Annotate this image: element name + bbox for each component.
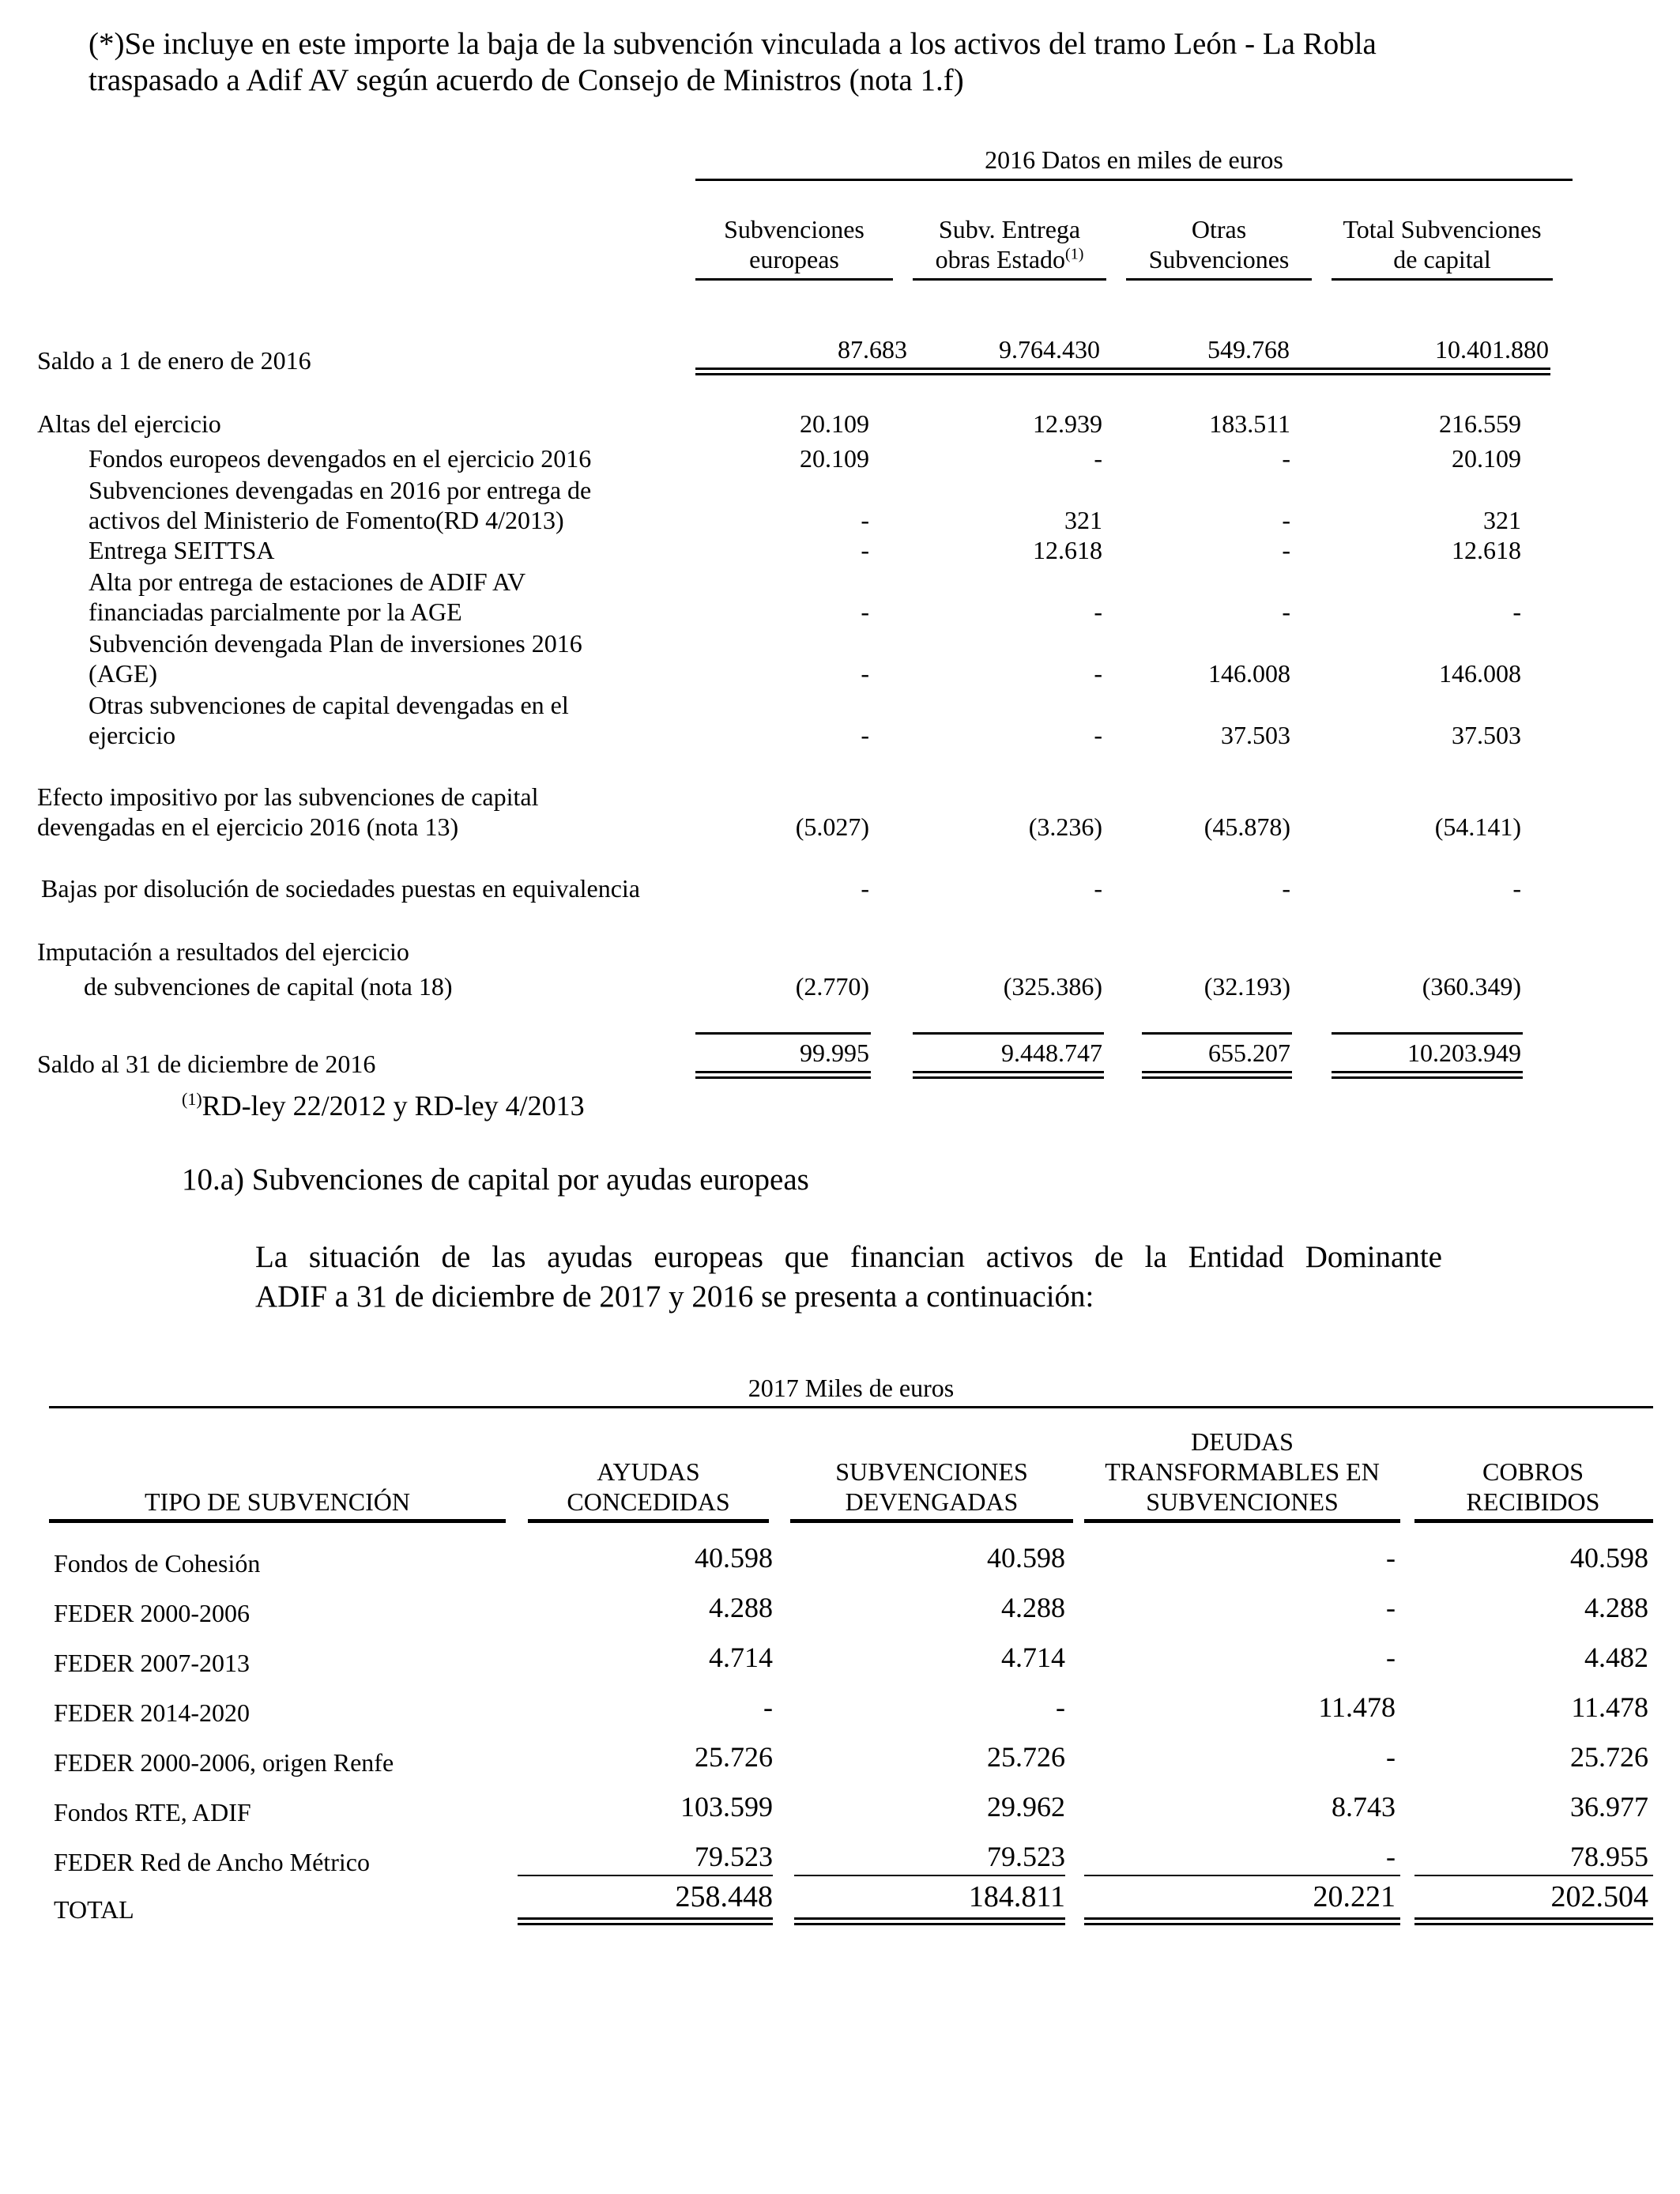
table-cell: 8.743 — [1332, 1791, 1396, 1823]
sum-rule — [695, 1032, 871, 1035]
cell: 87.683 — [838, 335, 907, 364]
header-rule — [695, 278, 893, 281]
footnote: $^{(1)}$RD-ley 22/2012 y RD-ley 4/2013 — [182, 1089, 585, 1122]
header-tipo: TIPO DE SUBVENCIÓN — [145, 1487, 410, 1516]
row-label: Entrega SEITTSA — [89, 536, 275, 564]
table-cell: 4.714 — [709, 1642, 773, 1673]
cell: (32.193) — [1203, 972, 1290, 1001]
cell: - — [861, 659, 869, 688]
sum-rule — [794, 1875, 1065, 1876]
cell: (54.141) — [1434, 812, 1521, 841]
cell: - — [1094, 659, 1102, 688]
table-cell: 11.478 — [1318, 1691, 1396, 1723]
total-cell: 202.504 — [1550, 1880, 1648, 1913]
table-cell: 4.288 — [1001, 1592, 1065, 1623]
total-cell: 258.448 — [675, 1880, 773, 1913]
header-otras-l1: Otras — [1191, 215, 1247, 243]
sum-rule — [518, 1875, 773, 1876]
cell: 20.109 — [800, 409, 869, 438]
row-label: Fondos europeos devengados en el ejercicio 2016 — [89, 444, 592, 473]
table-cell: - — [1386, 1741, 1396, 1773]
header-rule — [790, 1519, 1073, 1523]
caption-rule — [49, 1406, 1653, 1408]
row-label: FEDER 2000-2006 — [54, 1599, 250, 1627]
table-cell: 4.482 — [1584, 1642, 1648, 1673]
total-label: TOTAL — [54, 1895, 134, 1924]
table-2016-caption: 2016 Datos en miles de euros — [985, 145, 1283, 174]
row-label: FEDER 2007-2013 — [54, 1649, 250, 1677]
row-label: Imputación a resultados del ejercicio — [37, 937, 409, 966]
table-cell: 25.726 — [987, 1741, 1065, 1773]
row-label: Fondos de Cohesión — [54, 1549, 261, 1578]
cell: - — [1282, 874, 1290, 903]
cell: (2.770) — [795, 972, 869, 1001]
row-label: FEDER Red de Ancho Métrico — [54, 1848, 370, 1876]
header-deudas-l3: SUBVENCIONES — [1146, 1487, 1339, 1516]
table-cell: - — [763, 1691, 773, 1723]
cell: 37.503 — [1452, 721, 1521, 749]
table-cell: - — [1056, 1691, 1065, 1723]
sum-rule — [1084, 1875, 1400, 1876]
row-label: devengadas en el ejercicio 2016 (nota 13) — [37, 812, 459, 841]
header-cobros-l1: COBROS — [1482, 1457, 1584, 1486]
header-subv-europeas-l2: europeas — [749, 245, 839, 273]
cell: 146.008 — [1208, 659, 1290, 688]
cell: 12.939 — [1033, 409, 1102, 438]
table-cell: 103.599 — [680, 1791, 773, 1823]
cell: - — [1512, 874, 1521, 903]
cell: 12.618 — [1452, 536, 1521, 564]
cell: - — [1282, 444, 1290, 473]
section-paragraph-line2: ADIF a 31 de diciembre de 2017 y 2016 se presenta a continuación: — [255, 1280, 1094, 1314]
row-label: Subvención devengada Plan de inversiones 2016 — [89, 629, 582, 658]
cell: - — [1282, 506, 1290, 534]
total-cell: 184.811 — [968, 1880, 1065, 1913]
table-cell: 4.714 — [1001, 1642, 1065, 1673]
row-label: Saldo al 31 de diciembre de 2016 — [37, 1050, 376, 1078]
table-cell: - — [1386, 1841, 1396, 1872]
cell: 99.995 — [800, 1039, 869, 1067]
row-label: activos del Ministerio de Fomento(RD 4/2013) — [89, 506, 564, 534]
row-label: de subvenciones de capital (nota 18) — [84, 972, 453, 1001]
row-label: Subvenciones devengadas en 2016 por entrega de — [89, 476, 592, 504]
table-cell: 4.288 — [709, 1592, 773, 1623]
double-rule — [695, 368, 1550, 375]
table-2017-caption: 2017 Miles de euros — [748, 1374, 955, 1402]
table-cell: - — [1386, 1542, 1396, 1574]
total-cell: 20.221 — [1313, 1880, 1396, 1913]
double-rule — [1084, 1917, 1400, 1925]
header-total-l2: de capital — [1393, 245, 1491, 273]
table-cell: 4.288 — [1584, 1592, 1648, 1623]
cell: 20.109 — [800, 444, 869, 473]
row-label: Altas del ejercicio — [37, 409, 221, 438]
row-label: financiadas parcialmente por la AGE — [89, 598, 462, 626]
header-subv-entrega-l2: obras Estado$^{(1)}$ — [935, 245, 1084, 273]
cell: 146.008 — [1439, 659, 1521, 688]
table-cell: 40.598 — [1570, 1542, 1648, 1574]
cell: - — [1094, 874, 1102, 903]
table-cell: 25.726 — [1570, 1741, 1648, 1773]
double-rule — [695, 1071, 871, 1079]
table-cell: 36.977 — [1570, 1791, 1648, 1823]
header-deudas-l2: TRANSFORMABLES EN — [1105, 1457, 1380, 1486]
header-ayudas-l2: CONCEDIDAS — [567, 1487, 730, 1516]
header-rule — [1414, 1519, 1653, 1523]
row-label: FEDER 2000-2006, origen Renfe — [54, 1748, 394, 1777]
header-deudas-l1: DEUDAS — [1191, 1427, 1294, 1456]
cell: 9.448.747 — [1001, 1039, 1102, 1067]
cell: - — [861, 536, 869, 564]
cell: - — [861, 874, 869, 903]
table-cell: 78.955 — [1570, 1841, 1648, 1872]
section-paragraph-line1: La situación de las ayudas europeas que financian activos de la Entidad Dominante — [255, 1240, 1442, 1274]
cell: 9.764.430 — [999, 335, 1100, 364]
header-rule — [528, 1519, 769, 1523]
cell: (325.386) — [1003, 972, 1102, 1001]
double-rule — [913, 1071, 1104, 1079]
cell: - — [861, 721, 869, 749]
cell: - — [1094, 598, 1102, 626]
row-label: FEDER 2014-2020 — [54, 1698, 250, 1727]
header-subv-europeas-l1: Subvenciones — [724, 215, 864, 243]
table-cell: 79.523 — [695, 1841, 773, 1872]
cell: 321 — [1483, 506, 1521, 534]
cell: 37.503 — [1221, 721, 1290, 749]
cell: - — [1094, 444, 1102, 473]
header-rule — [1126, 278, 1312, 281]
cell: (5.027) — [795, 812, 869, 841]
cell: 321 — [1064, 506, 1102, 534]
cell: - — [1282, 598, 1290, 626]
intro-note-line2: traspasado a Adif AV según acuerdo de Consejo de Ministros (nota 1.f) — [89, 63, 964, 97]
sum-rule — [1142, 1032, 1292, 1035]
sum-rule — [1332, 1032, 1523, 1035]
cell: 10.401.880 — [1435, 335, 1549, 364]
sum-rule — [1414, 1875, 1653, 1876]
cell: 216.559 — [1439, 409, 1521, 438]
double-rule — [794, 1917, 1065, 1925]
intro-note-line1: (*)Se incluye en este importe la baja de la subvención vinculada a los activos del tramo León - La Robla — [89, 27, 1377, 61]
cell: 655.207 — [1208, 1039, 1290, 1067]
row-label: Alta por entrega de estaciones de ADIF AV — [89, 567, 526, 596]
double-rule — [1332, 1071, 1523, 1079]
cell: - — [861, 506, 869, 534]
table-cell: 29.962 — [987, 1791, 1065, 1823]
header-total-l1: Total Subvenciones — [1343, 215, 1542, 243]
header-otras-l2: Subvenciones — [1148, 245, 1290, 273]
cell: (360.349) — [1422, 972, 1521, 1001]
cell: - — [1512, 598, 1521, 626]
double-rule — [1414, 1917, 1653, 1925]
table-cell: 25.726 — [695, 1741, 773, 1773]
table-cell: - — [1386, 1642, 1396, 1673]
header-ayudas-l1: AYUDAS — [597, 1457, 700, 1486]
cell: (3.236) — [1028, 812, 1102, 841]
row-label: Saldo a 1 de enero de 2016 — [37, 346, 311, 375]
row-label: ejercicio — [89, 721, 176, 749]
header-subvenciones-l1: SUBVENCIONES — [835, 1457, 1028, 1486]
row-label: (AGE) — [89, 659, 158, 688]
header-cobros-l2: RECIBIDOS — [1466, 1487, 1600, 1516]
cell: - — [1094, 721, 1102, 749]
header-rule — [49, 1519, 506, 1523]
header-subv-entrega-l1: Subv. Entrega — [938, 215, 1081, 243]
cell: 10.203.949 — [1407, 1039, 1521, 1067]
double-rule — [1142, 1071, 1292, 1079]
cell: (45.878) — [1203, 812, 1290, 841]
row-label: Fondos RTE, ADIF — [54, 1798, 251, 1826]
cell: - — [861, 598, 869, 626]
cell: 549.768 — [1207, 335, 1290, 364]
table-cell: - — [1386, 1592, 1396, 1623]
cell: 12.618 — [1033, 536, 1102, 564]
table-cell: 11.478 — [1571, 1691, 1648, 1723]
section-heading: 10.a) Subvenciones de capital por ayudas europeas — [182, 1163, 809, 1197]
cell: 20.109 — [1452, 444, 1521, 473]
caption-rule — [695, 179, 1573, 181]
row-label: Otras subvenciones de capital devengadas en el — [89, 691, 569, 719]
header-subvenciones-l2: DEVENGADAS — [845, 1487, 1019, 1516]
sum-rule — [913, 1032, 1104, 1035]
header-rule — [1084, 1519, 1400, 1523]
double-rule — [518, 1917, 773, 1925]
cell: 183.511 — [1209, 409, 1290, 438]
row-label: Efecto impositivo por las subvenciones de capital — [37, 782, 539, 811]
table-cell: 40.598 — [987, 1542, 1065, 1574]
cell: - — [1282, 536, 1290, 564]
row-label: Bajas por disolución de sociedades puestas en equivalencia — [41, 874, 640, 903]
table-cell: 79.523 — [987, 1841, 1065, 1872]
header-rule — [1332, 278, 1553, 281]
header-rule — [913, 278, 1106, 281]
table-cell: 40.598 — [695, 1542, 773, 1574]
